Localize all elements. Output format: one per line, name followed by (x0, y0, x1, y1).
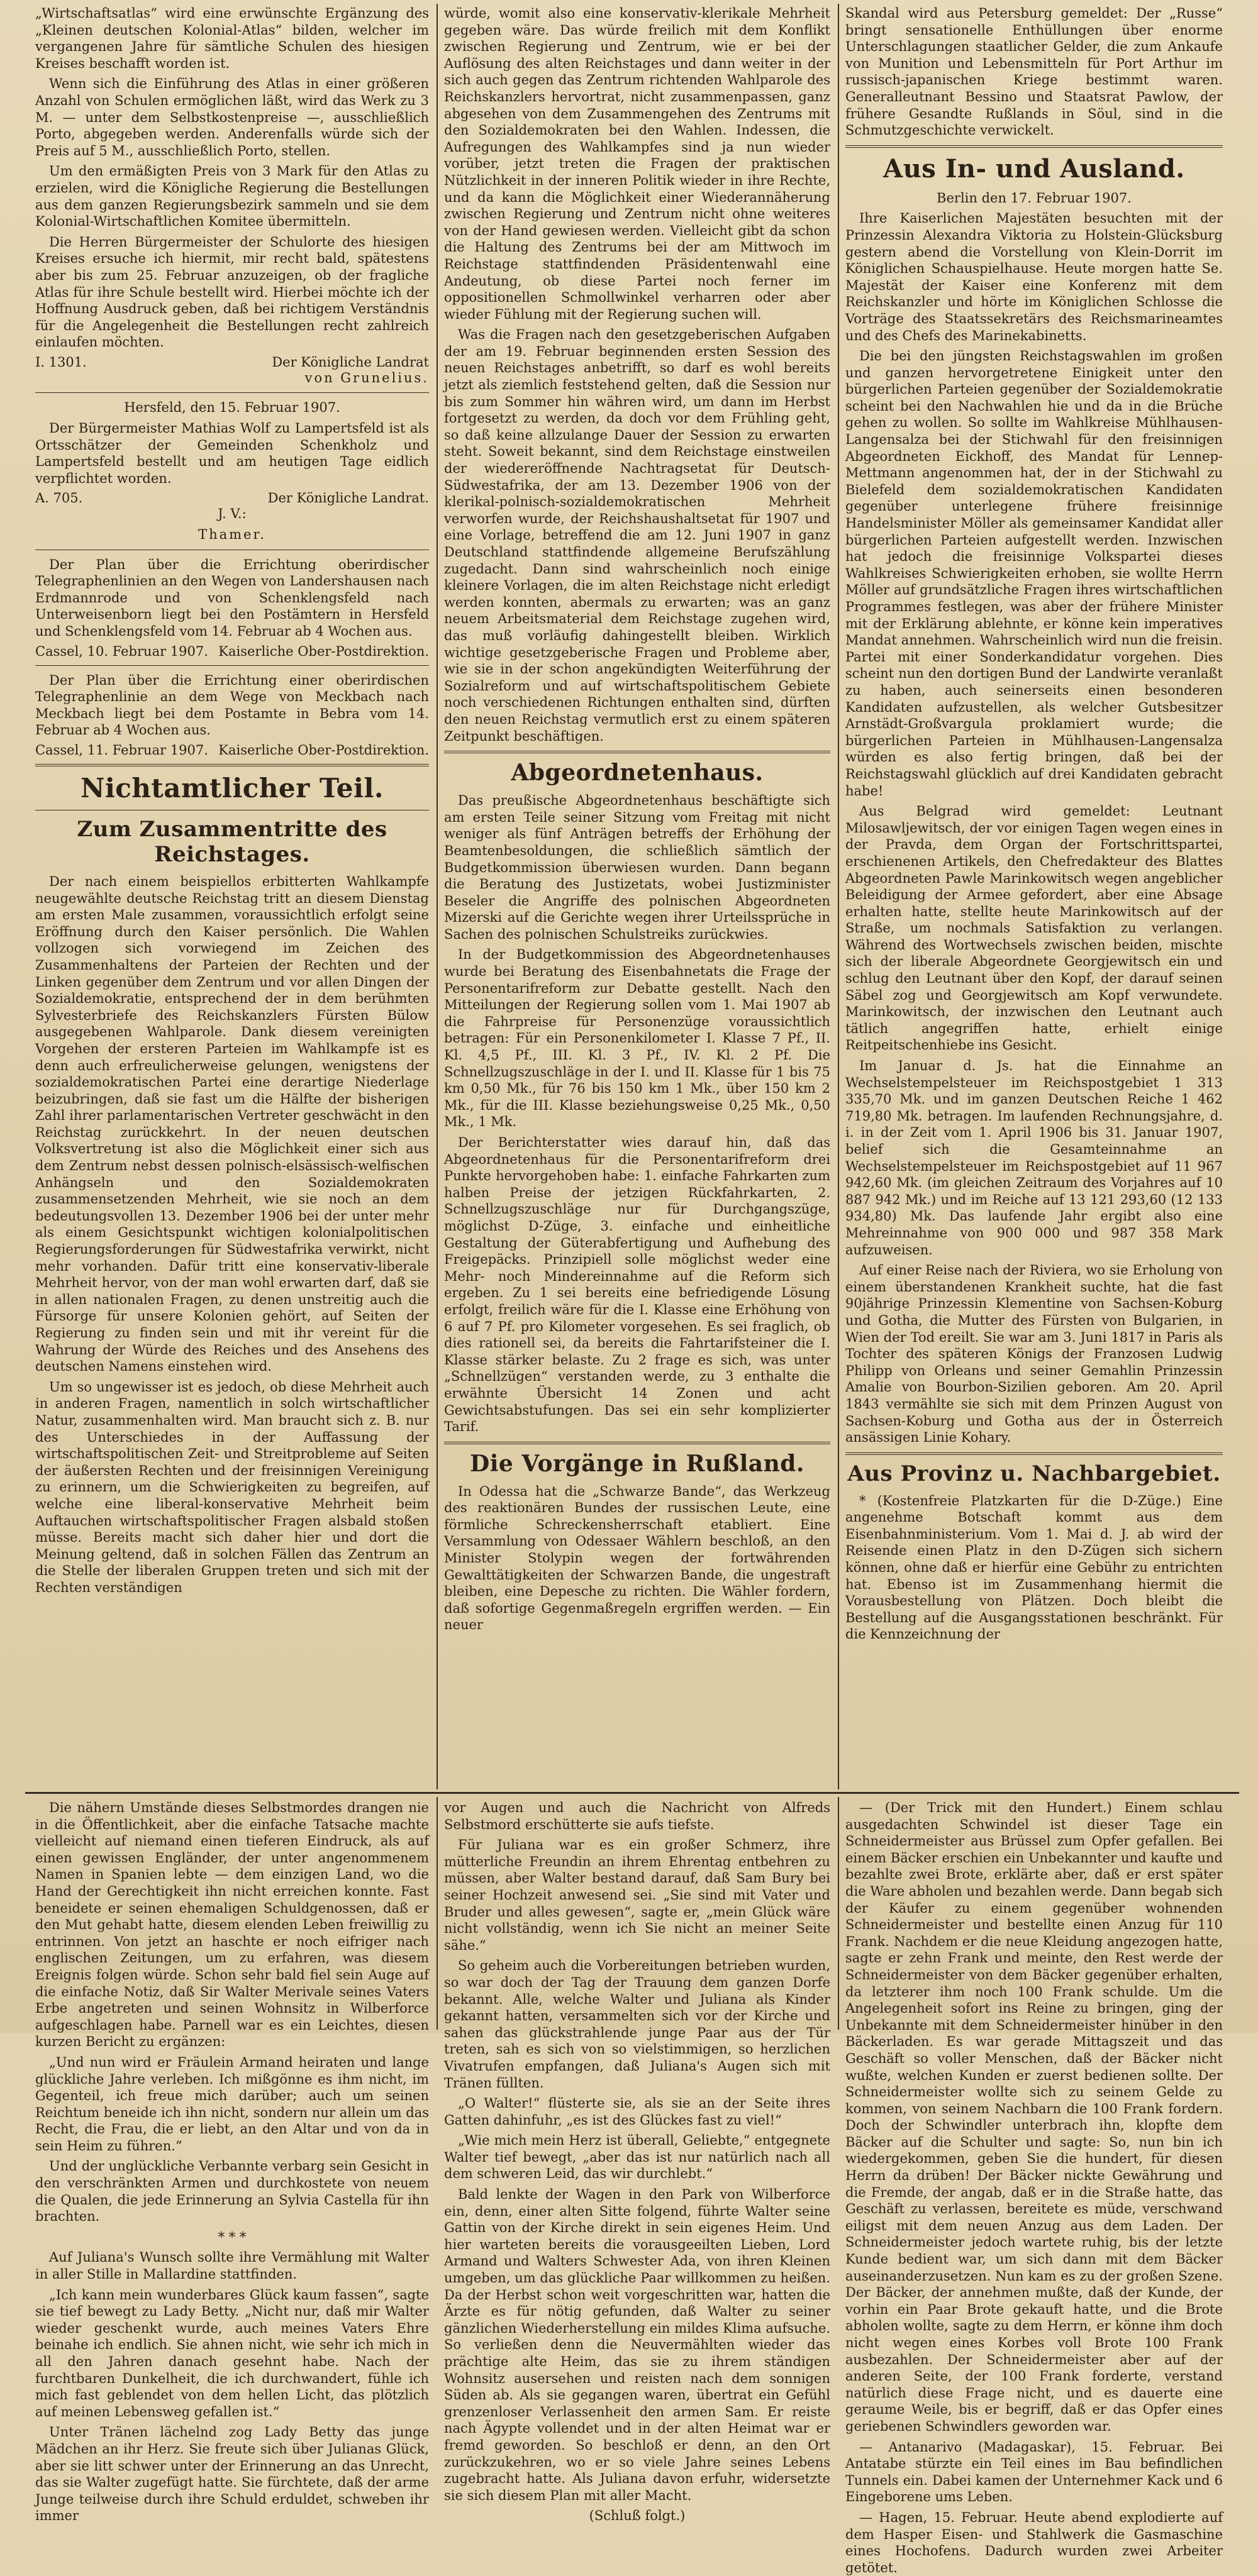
in-ausland-p2: Die bei den jüngsten Reichstagswahlen im großen und ganzen hervorgetretene Einigkeit unter den bürgerlichen Parteien gegenüber der Sozialdemokratie scheint bei den Nachwahlen hie und da in die Brüche gehen zu wollen. So sollte im Wahlkreise Mühlhausen-Langensalza bei der Stichwahl für den freisinnigen Abgeordneten Eickhoff, des Mandat für Lennep-Mettmann angenommen hat, der in der Stichwahl zu Bielefeld dem sozialdemokratischen Kandidaten gegenüber unterlegene frühere freisinnige Handelsminister Möller als gemeinsamer Kandidat aller bürgerlichen Parteien aufgestellt werden. Inzwischen hat jedoch die freisinnige Volkspartei dieses Wahlkreises Schwierigkeiten erhoben, sie wollte Herrn Möller auf grundsätzliche Fragen ihres wirtschaftlichen Programmes festlegen, was aber der frühere Minister mit der Erklärung ablehnte, er könne kein imperatives Mandat annehmen. Wahrscheinlich wird nun die freisin. Partei mit einer Sonderkandidatur vorgehen. Dies scheint nun den dortigen Bund der Landwirte veranlaßt zu haben, auch seinerseits einen besonderen Kandidaten aufzustellen, als welcher Gutsbesitzer Arnstädt-Großvargula proklamiert wurde; die bürgerlichen Parteien in Mühlhausen-Langensalza würden es also fertig bringen, daß bei der Reichstagswahl glücklich auf drei Kandidaten gebracht habe! (845, 348, 1223, 799)
to-be-continued: (Schluß folgt.) (589, 2508, 686, 2524)
divider (444, 1442, 830, 1444)
bottom-left-column (35, 1799, 429, 2524)
story-continued-3: So geheim auch die Vorbereitungen betrieben wurden, so war doch der Tag der Trauung dem ganzen Dorfe bekannt. Alle, welche Walter und Juliana als Kinder gekannt hatten, versammelten sich vor der Kirche und sahen das glückstrahlende junge Paar aus der Tür treten, sah es sich von so vielstimmigen, so herzlichen Vivatrufen empfangen, daß Juliana's Augen sich mit Tränen füllten. (444, 1958, 830, 2091)
divider (35, 665, 429, 666)
divider (35, 392, 429, 393)
article-title: Zum Zusammentritte des Reichstages. (77, 816, 387, 867)
right-column (845, 5, 1223, 1791)
left-column (35, 5, 429, 1791)
russia-title: Die Vorgänge in Rußland. (470, 1450, 804, 1477)
notice4-signature-row (35, 743, 429, 758)
signature-title: Der Königliche Landrat (272, 354, 429, 370)
story-separator: * * * (218, 2229, 247, 2245)
in-ausland-p5: Auf einer Reise nach der Riviera, wo sie Erholung von einem überstandenen Krankheit suchte, hat die fast 90jährige Prinzessin Klementine von Sachsen-Koburg und Gotha, die Mutter des Fürsten von Bulgarien, in Wien der Tod ereilt. Sie war am 3. Juni 1817 in Paris als Tochter des späteren Königs der Franzosen Ludwig Philipp von Orleans und seiner Gemahlin Prinzessin Amalie von Bourbon-Sizilien geboren. Am 20. April 1843 vermählte sie sich mit dem Prinzen August von Sachsen-Koburg und Gotha aus der in Österreich ansässigen Linie Kohary. (845, 1263, 1223, 1446)
section-title: Nichtamtlicher Teil. (80, 772, 384, 804)
story-continued-1: vor Augen und auch die Nachricht von Alfreds Selbstmord erschütterte sie aufs tiefste. (444, 1800, 830, 1832)
notice2-text: Der Bürgermeister Mathias Wolf zu Lampertsfeld ist als Ortsschätzer der Gemeinden Schenkholz und Lampertsfeld bestellt und am heutigen Tage eidlich verpflichtet worden. (35, 421, 429, 486)
article-paragraph-1: Der nach einem beispiellos erbitterten Wahlkampfe neugewählte deutsche Reichstag tritt an diesem Dienstag am ersten Male zusammen, voraussichtlich erfolgt seine Eröffnung durch den Kaiser persönlich. Die Wahlen vollzogen sich vorwiegend im Zeichen des Zusammenhaltens der Parteien der Rechten und der Linken gegenüber dem Zentrum und vor allen Dingen der Sozialdemokratie, entsprechend der in dem berühmten Sylvesterbriefe des Reichskanzlers Fürsten Bülow ausgegebenen Wahlparole. Dank diesem vereinigten Vorgehen der ersteren Parteien im Wahlkampfe ist es denn auch erfreulicherweise gelungen, wenigstens der sozialdemokratischen Partei eine derartige Niederlage beizubringen, daß sie fast um die Hälfte der bisherigen Zahl ihrer parlamentarischen Vertreter geschwächt in den Reichstag zurückkehrt. In der neuen deutschen Volksvertretung ist also die Möglichkeit einer sich aus dem Zentrum nebst dessen polnisch-elsässisch-welfischen Anhängseln und den Sozialdemokraten zusammensetzenden Mehrheit, wie sie noch an dem bedeutungsvollen 13. Dezember 1906 bei der unter mehr als einem Gesichtspunkt wichtigen kolonialpolitischen Regierungsforderungen für Südwestafrika verwirkt, nicht mehr vorhanden. Dafür tritt eine konservativ-liberale Mehrheit hervor, von der man wohl erwarten darf, daß sie in allen nationalen Fragen, zu denen unstreitig auch die Fürsorge für unsere Kolonien gehört, auf Seiten der Regierung zu finden sein und mit ihr vereint für die Wahrung der Würde des Reiches und des Ansehens des deutschen Namens einstehen wird. (35, 873, 429, 1374)
abgeordnetenhaus-p2: In der Budgetkommission des Abgeordnetenhauses wurde bei Beratung des Eisenbahnetats die Frage der Personentarifreform zur Debatte gestellt. Nach den Mitteilungen der Regierung sollen vom 1. Mai 1907 ab die Fahrpreise für Personenzüge voraussichtlich betragen: Für ein Personenkilometer I. Klasse 7 Pf., II. Kl. 4,5 Pf., III. Kl. 3 Pf., IV. Kl. 2 Pf. Die Schnellzugszuschläge in der I. und II. Klasse für 1 bis 75 km 0,50 Mk., für 76 bis 150 km 1 Mk., über 150 km 2 Mk., für die III. Klasse beziehungsweise 0,25 Mk., 0,50 Mk., 1 Mk. (444, 947, 830, 1130)
notice2-signature: Der Königliche Landrat. (267, 490, 429, 506)
abgeordnetenhaus-p3: Der Berichterstatter wies darauf hin, daß das Abgeordnetenhaus für die Personentarifreform drei Punkte hervorgehoben habe: 1. einfache Fahrkarten zum halben Preise der jetzigen Rückfahrkarten, 2. Schnellzugszuschläge nur für Durchgangszüge, möglichst D-Züge, 3. einfache und einheitliche Gestaltung der Güterabfertigung und Aufhebung des Freigepäcks. Prinzipiell solle möglichst weder eine Mehr- noch Mindereinnahme auf die Reform sich ergeben. Zu 1 sei bereits eine befriedigende Lösung erfolgt, freilich wäre für die I. Klasse eine Erhöhung von 6 auf 7 Pf. pro Kilometer vorgesehen. Es sei fraglich, ob dies rationell sei, da bereits die Fahrtarifsteiner die I. Klasse stärker belaste. Zu 2 frage es sich, was unter „Schnellzügen“ verstanden werde, zu 3 enthalte die erwähnte Übersicht 14 Zonen und acht Gewichtsabstufungen. Das sei ein sehr komplizierter Tarif. (444, 1135, 830, 1435)
story-continued-4: „O Walter!“ flüsterte sie, als sie an der Seite ihres Gatten dahinfuhr, „es ist des Glückes fast zu viel!“ (444, 2096, 830, 2128)
notice4-text: Der Plan über die Errichtung einer oberirdischen Telegraphenlinie an dem Wege von Meckbach nach Meckbach liegt bei dem Postamte in Bebra vom 14. Februar ab 4 Wochen aus. (35, 672, 429, 738)
bottom-column-rule-2 (838, 1797, 839, 2030)
story-continued-6: Bald lenkte der Wagen in den Park von Wilberforce ein, denn, einer alten Sitte folgend, führte Walter seine Gattin von der Kirche direkt in sein eigenes Heim. Und hier warteten bereits die vorausgeeilten Lieben, Lord Armand und Walters Schwester Ada, von ihren Kleinen umgeben, um das glückliche Paar willkommen zu heißen. Da der Herbst schon weit vorgeschritten war, hatten die Ärzte es für nötig gefunden, daß Walter zu seiner gänzlichen Wiederherstellung ein mildes Klima aufsuche. So verließen denn die Neuvermählten wieder das prächtige alte Heim, das sie zu ihrem ständigen Wohnsitz ausersehen und reisten nach dem sonnigen Süden ab. Als sie gegangen waren, übertrat ein Gefühl grenzenloser Verlassenheit den armen Sam. Er reiste nach Ägypte vollendet und in der alten Heimat war er fremd geworden. So beschloß er denn, an den Ort zurückzukehren, wo er so viele Jahre seines Lebens zugebracht hatte. Als Juliana davon erfuhr, widersetzte sie sich diesem Plan mit aller Macht. (444, 2187, 830, 2503)
column-rule-2 (838, 4, 839, 1789)
story-p6: Unter Tränen lächelnd zog Lady Betty das junge Mädchen an ihr Herz. Sie freute sich über Julianas Glück, aber sie litt schwer unter der Erinnerung an das Unrecht, das sie Walter zugefügt hatte. Sie fürchtete, daß der arme Junge teilweise durch ihre Schuld erduldet, schweben ihr immer (35, 2424, 429, 2524)
notice2-signature-row (35, 490, 429, 506)
bottom-column-rule-1 (437, 1797, 438, 2030)
misc-news-3: — Hagen, 15. Februar. Heute abend explodierte auf dem Hasper Eisen- und Stahlwerk die Gasmaschine eines Hochofens. Dadurch wurden zwei Arbeiter getötet. (845, 2509, 1223, 2575)
notice3-signature-row (35, 644, 429, 659)
in-ausland-p3: Aus Belgrad wird gemeldet: Leutnant Milosawljewitsch, der vor einigen Tagen wegen eines in der Pravda, dem Organ der Fortschrittspartei, erschienenen Artikels, den Chefredakteur des Blattes Abgeordneten Pawle Marinkowitsch wegen angeblicher Beleidigung der Armee gefordert, aber eine Absage erhalten hatte, stellte heute Marinkowitsch auf der Straße, um nochmals Satisfaktion zu verlangen. Während des Wortwechsels zwischen beiden, mischte sich der liberale Abgeordnete Georgjewitsch ein und schlug den Leutnant über den Kopf, der darauf seinen Säbel zog und Georgjewitsch am Kopf verwundete. Marinkowitsch, der inzwischen den Leutnant auch tätlich angegriffen hatte, erhielt einige Reitpeitschenhiebe ins Gesicht. (845, 804, 1223, 1053)
divider (444, 751, 830, 753)
in-ausland-title: Aus In- und Ausland. (883, 153, 1185, 184)
article-paragraph-2: Um so ungewisser ist es jedoch, ob diese Mehrheit auch in anderen Fragen, namentlich in solch wirtschaftlicher Natur, zusammenhalten wird. Man braucht sich z. B. nur des Unterschiedes in der Auffassung der wirtschaftspolitischen Zeit- und Streitprobleme auf Seiten der äußersten Rechten und der freisinnigen Vereinigung zu erinnern, um die Schwierigkeiten zu begreifen, auf welche eine liberal-konservative Mehrheit beim Auftauchen wirtschaftspolitischer Fragen alsbald stoßen müsse. Bereits macht sich daher hier und dort die Meinung geltend, daß in solchen Fällen das Zentrum an die Stelle der liberalen Gruppen treten und sich mit der Rechten verständigen (35, 1379, 429, 1595)
page-divider (25, 1792, 1239, 1794)
story-p1: Die nähern Umstände dieses Selbstmordes drangen nie in die Öffentlichkeit, aber die einfache Tatsache machte vielleicht auf niemand einen tieferen Eindruck, als auf einen gewissen Engländer, der unter angenommenem Namen in Spanien lebte — dem einzigen Land, wo die Hand der Gerechtigkeit ihn nicht erreichen konnte. Fast beneidete er seinen ehemaligen Schuldgenossen, daß er den Mut gehabt hatte, diesem elenden Leben freiwillig zu entrinnen. Von jetzt an haschte er noch eifriger nach englischen Zeitungen, um zu erfahren, was diesem Ereignis folgen würde. Schon sehr bald fiel sein Auge auf die einfache Notiz, daß Sir Walter Merivale seines Vaters Erbe angetreten und seinen Wohnsitz in Wilberforce aufgeschlagen habe. Parnell war es ein Leichtes, diesen kurzen Bericht zu ergänzen: (35, 1800, 429, 2050)
signature-row (35, 355, 429, 370)
notice4-signature: Kaiserliche Ober-Postdirektion. (218, 742, 429, 758)
provinz-p1: * (Kostenfreie Platzkarten für die D-Züge.) Eine angenehme Botschaft kommt aus dem Eisenbahnministerium. Vom 1. Mai d. J. ab wird der Reisende einen Platz in den D-Zügen sich sichern können, ohne daß er hierfür eine Gebühr zu entrichten hat. Ebenso ist im Zusammenhang hiermit die Vorausbestellung von Plätzen. Doch bleibt die Bestellung auf die Ausgangsstationen beschränkt. Für die Kennzeichnung der (845, 1493, 1223, 1642)
story-p2: „Und nun wird er Fräulein Armand heiraten und lange glückliche Jahre verleben. Ich mißgönne es ihm nicht, im Gegenteil, ich freue mich darüber; auch um seinen Reichtum beneide ich ihn nicht, sondern nur allein um das Recht, die Frau, die er liebt, an den Altar und von da in sein Heim zu führen.“ (35, 2054, 429, 2153)
divider (35, 764, 429, 766)
notice4-place: Cassel, 11. Februar 1907. (35, 742, 208, 758)
divider (845, 145, 1223, 148)
notice3-signature: Kaiserliche Ober-Postdirektion. (218, 643, 429, 659)
column-rule-1 (437, 4, 438, 1789)
article-continued-1: würde, womit also eine konservativ-klerikale Mehrheit gegeben wäre. Das würde freilich mit dem Konflikt zwischen Regierung und Zentrum, wie er bei der Auflösung des alten Reichstages und dann weiter in der sich auch gegen das Zentrum richtenden Wahlparole des Reichskanzlers hervortrat, nicht zusammenpassen, ganz abgesehen von dem Zusammengehen des Zentrums mit den Sozialdemokraten bei den Wahlen. Indessen, die Aufregungen des Wahlkampfes sind ja nun wieder vorüber, jetzt treten die Fragen der praktischen Nützlichkeit in der inneren Politik wieder in ihre Rechte, und da kann die Möglichkeit einer Wiederannäherung zwischen Regierung und Zentrum nicht ohne weiteres von der Hand gewiesen werden. Vielleicht gibt da schon die Haltung des Zentrums bei der am Mittwoch im Reichstage stattfindenden Präsidentenwahl eine Andeutung, ob diese Partei noch ferner im oppositionellen Schmollwinkel verharren oder aber wieder Fühlung mit der Regierung suchen will. (444, 6, 830, 322)
middle-column (444, 5, 830, 1791)
story-continued-5: „Wie mich mein Herz ist überall, Geliebte,“ entgegnete Walter tief bewegt, „aber das ist nur natürlich nach all dem schweren Leid, das wir durchlebt.“ (444, 2133, 830, 2182)
abgeordnetenhaus-p1: Das preußische Abgeordnetenhaus beschäftigte sich am ersten Teile seiner Sitzung vom Freitag mit nicht weniger als fünf Anträgen betreffs der Erhöhung der Beamtenbesoldungen, die schließlich sämtlich der Budgetkommission überwiesen wurden. Dann begann die Beratung des Justizetats, wobei Justizminister Beseler die Angriffe des polnischen Abgeordneten Mizerski auf die Gerichte wegen ihrer Urteilssprüche in Sachen des polnischen Schulstreiks zurückwies. (444, 793, 830, 942)
russia-p1: In Odessa hat die „Schwarze Bande“, das Werkzeug des reaktionären Bundes der russischen Leute, eine förmliche Schreckensherrschaft etabliert. Eine Versammlung von Odessaer Wählern beschloß, an den Minister Stolypin wegen der fortwährenden Gewalttätigkeiten der Schwarzen Bande, die ungestraft bleiben, eine Depesche zu richten. Die Wähler fordern, daß sofortige Gegenmaßregeln ergriffen werden. — Ein neuer (444, 1483, 830, 1633)
bottom-right-column (845, 1799, 1223, 2575)
bottom-middle-column (444, 1799, 830, 2524)
dateline: Berlin den 17. Februar 1907. (937, 190, 1132, 206)
atlas-notice-p2: Wenn sich die Einführung des Atlas in einer größeren Anzahl von Schulen ermöglichen läßt, wird das Werk zu 3 M. — unter dem Selbstkostenpreise —, ausschließlich Porto, abgegeben werden. Anderenfalls würde sich der Preis auf 5 M., ausschließlich Porto, stellen. (35, 76, 429, 158)
story-p5: „Ich kann mein wunderbares Glück kaum fassen“, sagte sie tief bewegt zu Lady Betty. „Nicht nur, daß mir Walter wieder geschenkt wurde, auch meines Vaters Ehre beinahe ich endlich. Sie ahnen nicht, wie sehr ich mich in all den Jahren danach gesehnt habe. Nach der furchtbaren Dunkelheit, die ich durchwandert, fühle ich mich fast geblendet von dem hellen Licht, das plötzlich auf meinen Lebensweg gefallen ist.“ (35, 2287, 429, 2419)
notice3-place: Cassel, 10. Februar 1907. (35, 643, 208, 659)
notice2-reference: A. 705. (35, 490, 83, 506)
divider (845, 1452, 1223, 1455)
russia-continued: Skandal wird aus Petersburg gemeldet: Der „Russe“ bringt sensationelle Enthüllungen über enorme Unterschlagungen staatlicher Gelder, die zum Ankaufe von Munition und Lebensmitteln für Port Arthur im russisch-japanischen Kriege bestimmt waren. Generalleutnant Bessino und Staatsrat Pawlow, der frühere Gesandte Rußlands in Söul, sind in die Schmutzgeschichte verwickelt. (845, 6, 1223, 138)
in-ausland-p1: Ihre Kaiserlichen Majestäten besuchten mit der Prinzessin Alexandra Viktoria zu Holstein-Glücksburg gestern abend die Vorstellung von Klein-Dorrit im Königlichen Schauspielhause. Heute morgen hatte Se. Majestät der Kaiser eine Konferenz mit dem Reichskanzler und hörte im Königlichen Schlosse die Vorträge des Staatssekretärs des Reichsmarineamtes und des Chefs des Marinekabinetts. (845, 211, 1223, 343)
atlas-notice-p1: „Wirtschaftsatlas“ wird eine erwünschte Ergänzung des „Kleinen deutschen Kolonial-Atlas“ bilden, welcher im vergangenen Jahre für sämtliche Schulen des hiesigen Kreises beschafft worden ist. (35, 6, 429, 71)
story-p3: Und der unglückliche Verbannte verbarg sein Gesicht in den verschränkten Armen und durchkostete von neuem die Qualen, die jede Erinnerung an Sylvia Castella für ihn brachten. (35, 2159, 429, 2225)
abgeordnetenhaus-title: Abgeordnetenhaus. (511, 760, 764, 787)
article-continued-2: Was die Fragen nach den gesetzgeberischen Aufgaben der am 19. Februar beginnenden ersten Session des neuen Reichstages anbetrifft, so darf es wohl bereits jetzt als ziemlich feststehend gelten, daß die Session nur bis zum Sommer hin währen wird, um dann im Herbst fortgesetzt zu werden, da doch vor dem Frühling geht, so daß keine allzulange Dauer der Session zu erwarten steht. Soweit bekannt, sind dem Reichstage einstweilen der wiedereröffnende Nachtragsetat für Deutsch-Südwestafrika, der am 13. Dezember 1906 von der klerikal-polnisch-sozialdemokratischen Mehrheit verworfen wurde, der Reichshaushaltsetat für 1907 und eine Vorlage, betreffend die am 12. Juni 1907 in ganz Deutschland stattfindende allgemeine Berufszählung zugedacht. Dann sind wahrscheinlich noch einige kleinere Vorlagen, die im alten Reichstage nicht erledigt werden konnten, abermals zu erwarten; was an ganz neuem Arbeitsmaterial dem Reichstage zugehen wird, das muß vorläufig dahingestellt bleiben. Wirklich wichtige gesetzgeberische Fragen und Probleme aber, wie sie in der schon angekündigten Weiterführung der Sozialreform und auf wirtschaftspolitischem Gebiete noch verschiedenen Richtungen enthalten sind, dürften den neuen Reichstag vermutlich erst zu einem späteren Zeitpunkt beschäftigen. (444, 327, 830, 744)
notice2-iv: J. V.: (218, 506, 247, 522)
story-continued-2: Für Juliana war es ein großer Schmerz, ihre mütterliche Freundin an ihrem Ehrentag entbehren zu müssen, aber Walter bestand darauf, daß Sam Bury bei seiner Hochzeit anwesend sei. „Sie sind mit Vater und Bruder und alles gewesen“, sagte er, „mein Glück wäre nicht vollständig, wenn ich Sie nicht an meiner Seite sähe.“ (444, 1837, 830, 1953)
reference-number: I. 1301. (35, 354, 87, 370)
misc-news-1: — (Der Trick mit den Hundert.) Einem schlau ausgedachten Schwindel ist dieser Tage ein Schneidermeister aus Brüssel zum Opfer gefallen. Bei einem Bäcker erschien ein Unbekannter und kaufte und bezahlte zwei Brote, erklärte aber, daß er erst später die Ware abholen und bezahlen werde. Dann begab sich der Käufer zu einem gegenüber wohnenden Schneidermeister und bestellte einen Anzug für 110 Frank. Nachdem er die neue Kleidung angezogen hatte, sagte er zehn Frank und meinte, den Rest werde der Schneidermeister von dem Bäcker gegenüber erhalten, da letzterer ihm noch 100 Frank schulde. Um die Angelegenheit sofort ins Reine zu bringen, ging der Unbekannte mit dem Schneidermeister hinüber in den Bäckerladen. Es war gerade Mittagszeit und das Geschäft so voller Menschen, daß der Bäcker nicht wußte, welchen Kunden er zuerst bedienen sollte. Der Schneidermeister wollte sich zu seinem Gelde zu kommen, von seinem Nachbarn die 100 Frank fordern. Doch der Schwindler unterbrach ihn, klopfte dem Bäcker auf die Schulter und sagte: So, nun bin ich wiedergekommen, geben Sie die hundert, für diesen Herrn da drüben! Der Bäcker nickte Gewährung und die Fremde, der angab, daß er in die Straße hatte, das Geschäft zu verlassen, bereitete es müde, verschwand eiligst mit dem neuen Anzug aus dem Laden. Der Schneidermeister jedoch wartete ruhig, bis der letzte Kunde bedient war, um sich dann mit dem Bäcker auseinanderzusetzen. Nun kam es zu der großen Szene. Der Bäcker, der annehmen mußte, daß der Kunde, der vorhin ein Paar Brote gekauft hatte, und die Brote abholen wollte, sagte zu dem Herrn, er könne ihm doch nicht wegen eines Korbes voll Brote 100 Frank ausbezahlen. Der Schneidermeister aber auf der anderen Seite, der 100 Frank forderte, verstand natürlich diese Frage nicht, und es dauerte eine geraume Weile, bis er begriff, daß er das Opfer eines geriebenen Schwindlers geworden war. (845, 1800, 1223, 2434)
atlas-notice-p3: Um den ermäßigten Preis von 3 Mark für den Atlas zu erzielen, wird die Königliche Regierung die Bestellungen aus dem ganzen Regierungsbezirk sammeln und sie dem Kolonial-Wirtschaftlichen Komitee übermitteln. (35, 163, 429, 229)
misc-news-2: — Antanarivo (Madagaskar), 15. Februar. Bei Antatabe stürzte ein Teil eines im Bau befindlichen Tunnels ein. Dabei kamen der Unternehmer Kack und 6 Eingeborene ums Leben. (845, 2439, 1223, 2505)
in-ausland-p4: Im Januar d. Js. hat die Einnahme an Wechselstempelsteuer im Reichspostgebiet 1 313 335,70 Mk. und im ganzen Deutschen Reiche 1 462 719,80 Mk. betragen. Im laufenden Rechnungsjahre, d. i. in der Zeit vom 1. April 1906 bis 31. Januar 1907, belief sich die Gesamteinnahme an Wechselstempelsteuer im Reichspostgebiet auf 11 967 942,60 Mk. (im gleichen Zeitraum des Vorjahres auf 10 887 942 Mk.) und im Reiche auf 13 121 293,60 (12 133 934,80) Mk. Das laufende Jahr ergibt also eine Mehreinnahme von 900 000 und 987 358 Mark aufzuweisen. (845, 1058, 1223, 1258)
notice2-name: Thamer. (198, 527, 266, 543)
atlas-notice-p4: Die Herren Bürgermeister der Schulorte des hiesigen Kreises ersuche ich hiermit, mir recht bald, spätestens aber bis zum 25. Februar anzuzeigen, ob der fragliche Atlas für ihre Schule bestellt wird. Hierbei möchte ich der Hoffnung Ausdruck geben, daß bei richtigem Verständnis für die Angelegenheit die Bestellungen recht zahlreich einlaufen möchten. (35, 234, 429, 350)
story-p4: Auf Juliana's Wunsch sollte ihre Vermählung mit Walter in aller Stille in Mallardine stattfinden. (35, 2250, 429, 2282)
signature-name: von Grunelius. (304, 370, 429, 385)
provinz-title: Aus Provinz u. Nachbargebiet. (847, 1461, 1221, 1486)
notice2-dateline: Hersfeld, den 15. Februar 1907. (124, 400, 340, 416)
notice3-text: Der Plan über die Errichtung oberirdischer Telegraphenlinien an den Wegen von Landershausen nach Erdmannrode und von Schenklengsfeld nach Unterweisenborn liegt bei den Postämtern in Hersfeld und Schenklengsfeld vom 14. Februar ab 4 Wochen aus. (35, 556, 429, 639)
